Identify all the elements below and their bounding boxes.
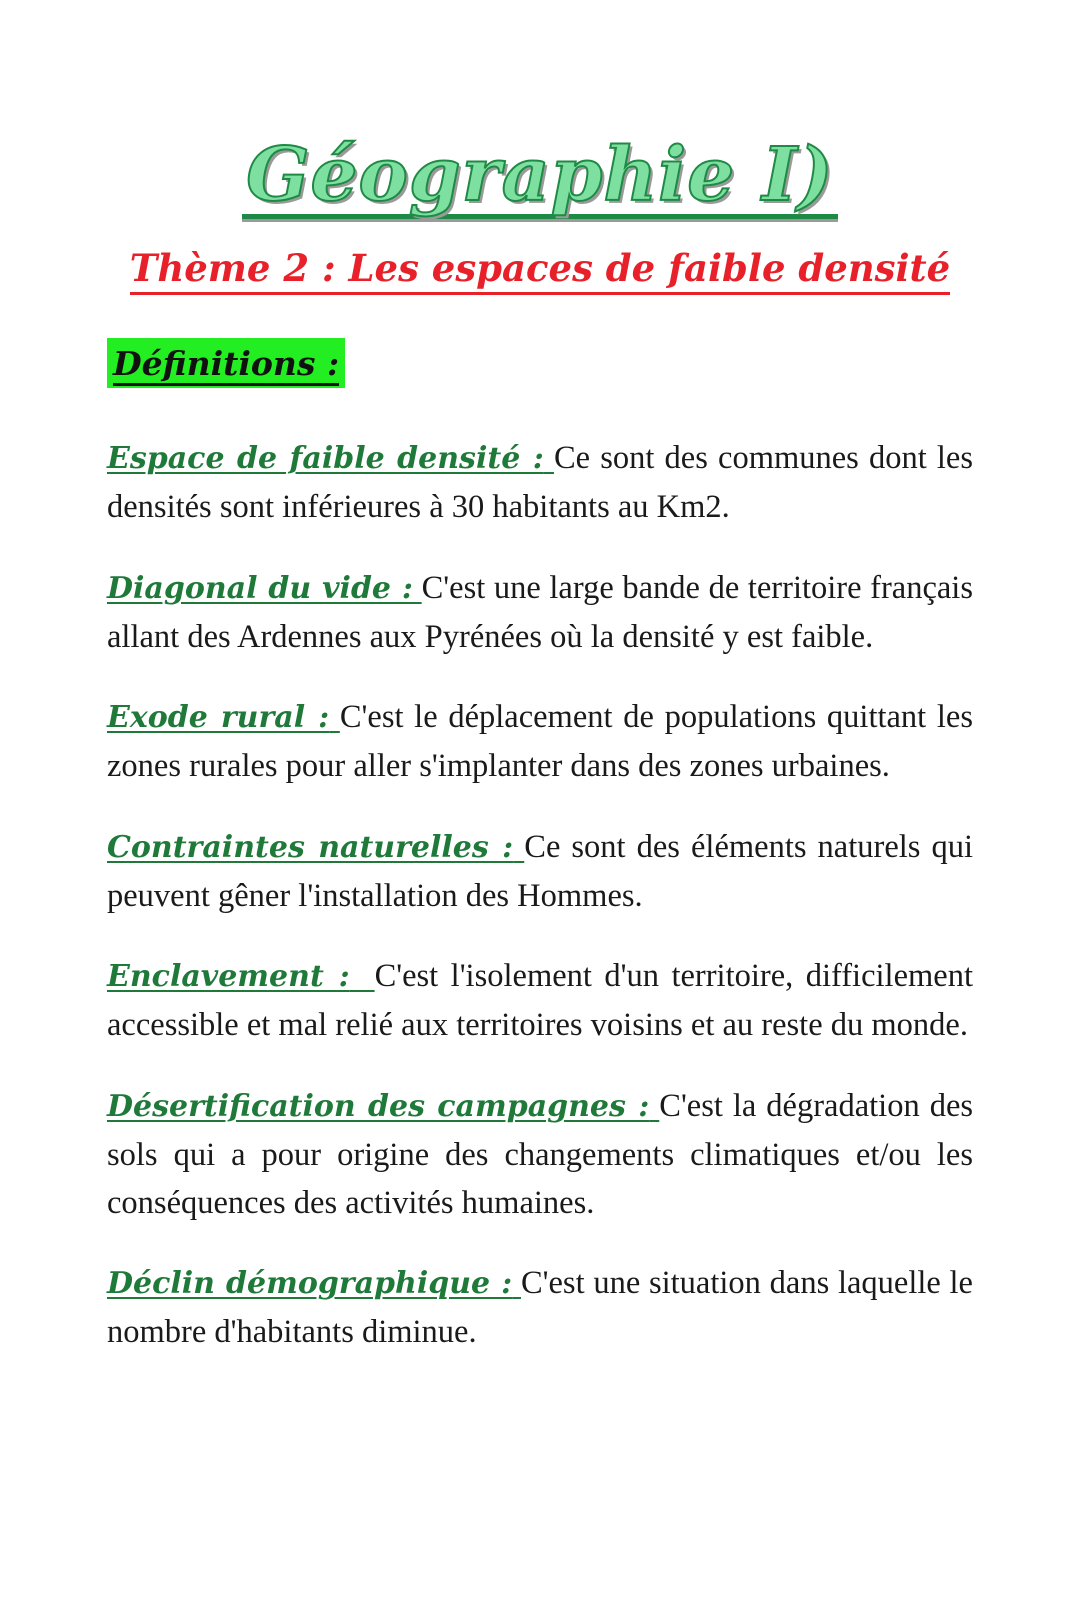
definition-term: Contraintes naturelles : <box>107 829 514 865</box>
definition-term: Déclin démographique : <box>107 1266 513 1301</box>
definition-text: C'est une large bande de territoire français allant des Ardennes aux Pyrénées où la densité y est faible. <box>107 569 973 655</box>
definition-text: Ce sont des communes dont les densités sont inférieures à 30 habitants au Km2. <box>107 440 974 525</box>
definition-item <box>107 952 973 1049</box>
definitions-list <box>107 434 973 1388</box>
page-subtitle-text: Thème 2 : Les espaces de faible densité <box>130 246 950 295</box>
page-title-text: Géographie I) <box>242 138 837 219</box>
definition-item <box>107 1082 973 1227</box>
definition-text: C'est le déplacement de populations quittant les zones rurales pour aller s'implanter dans des zones urbaines. <box>107 699 973 784</box>
definition-text: C'est l'isolement d'un territoire, difficilement accessible et mal relié aux territoires voisins et au reste du monde. <box>107 958 973 1043</box>
definition-item <box>107 823 973 920</box>
definition-term: Diagonal du vide : <box>107 570 414 606</box>
definition-text: C'est une situation dans laquelle le nombre d'habitants diminue. <box>107 1265 973 1350</box>
section-heading-text: Définitions : <box>113 344 339 386</box>
page-subtitle <box>0 246 1080 290</box>
definition-item <box>107 434 973 531</box>
definition-item <box>107 1259 973 1356</box>
definition-term: Espace de faible densité : <box>107 441 544 476</box>
definition-term: Désertification des campagnes : <box>107 1088 650 1124</box>
definition-text: C'est la dégradation des sols qui a pour origine des changements climatiques et/ou les conséquences des activités humaines. <box>107 1087 974 1221</box>
definition-item <box>107 693 973 790</box>
definition-term: Enclavement : <box>107 959 350 994</box>
definition-item <box>107 564 973 661</box>
definition-term: Exode rural : <box>107 700 330 735</box>
definition-text: Ce sont des éléments naturels qui peuvent gêner l'installation des Hommes. <box>107 828 973 914</box>
page-title <box>0 132 1080 219</box>
section-heading <box>107 338 345 388</box>
